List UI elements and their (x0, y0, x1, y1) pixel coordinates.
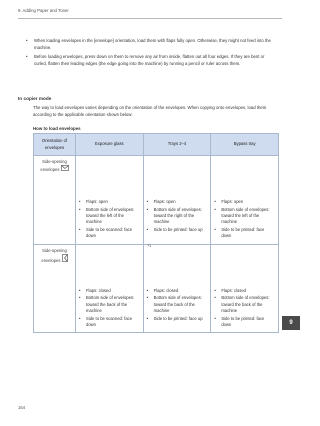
envelope-icon (61, 165, 69, 171)
list-item: • Bottom side of envelopes: toward the back of the machine (79, 295, 135, 313)
table-row (34, 156, 279, 245)
table-title: How to load envelopes (33, 126, 81, 131)
orientation-label: Side-opening envelopes (40, 159, 67, 173)
orientation-label: Side-opening envelopes (41, 247, 67, 263)
col-header-orientation: Orientation of envelopes (34, 134, 76, 156)
list-item: • Bottom side of envelopes: toward the back of the machine (146, 295, 202, 313)
intro-bullet (26, 53, 276, 67)
header-rule (18, 18, 282, 19)
table-row (34, 244, 279, 333)
envelope-table (33, 133, 279, 333)
list-item: • Flaps: open (214, 199, 244, 204)
list-item: • Bottom side of envelopes: toward the right of the machine (146, 206, 202, 225)
col-header-bypass-tray: Bypass tray (211, 134, 279, 156)
page-number: 164 (18, 405, 26, 410)
trays-cell (143, 156, 211, 245)
list-item: • Bottom side of envelopes: toward the left of the machine (214, 206, 270, 225)
col-header-exposure-glass: Exposure glass (76, 134, 144, 156)
bypass-tray-cell (211, 156, 279, 245)
table-header-row (34, 134, 279, 156)
bullet-text: When loading envelopes in the [envelope] orientation, load them with flaps fully open. Otherwise, they might not feed into the machine. (34, 38, 271, 50)
illustration-placeholder (214, 159, 275, 199)
col-header-trays: Trays 2–4 (143, 134, 211, 156)
intro-bullet (26, 37, 276, 51)
orientation-cell (34, 244, 76, 333)
trays-cell (143, 244, 211, 333)
list-item: • Flaps: open (146, 199, 176, 204)
list-item: • Bottom side of envelopes: toward the left of the machine (79, 206, 135, 225)
section-title: In copier mode (18, 96, 52, 101)
list-item: • Flaps: closed (214, 287, 246, 293)
section-text: The way to load envelopes varies depending on the orientation of the envelopes. When copying onto envelopes, load them according to the applicable orientation shown below: (33, 105, 267, 117)
illustration-placeholder (79, 248, 140, 288)
list-item: • Side to be printed: face up (146, 315, 203, 321)
bullet-dot: • (26, 54, 28, 59)
list-item: • Flaps: closed (146, 287, 179, 293)
list-item: • Side to be printed: face down (214, 315, 265, 327)
intro-bullets (26, 37, 276, 69)
orientation-cell (34, 156, 76, 245)
page-header: 9. Adding Paper and Toner (18, 8, 69, 13)
list-item: • Bottom side of envelopes: toward the back of the machine (214, 295, 270, 313)
list-item: • Side to be scanned: face down (79, 315, 133, 327)
exposure-glass-cell (76, 244, 144, 333)
illustration-placeholder (147, 248, 208, 288)
footnote-mark: *1 (147, 243, 152, 248)
illustration-placeholder (79, 159, 140, 199)
bullet-dot: • (26, 38, 28, 43)
list-item: • Flaps: closed (79, 287, 111, 293)
illustration-placeholder (214, 248, 275, 288)
exposure-glass-cell (76, 156, 144, 245)
chapter-tab: 9 (282, 316, 300, 330)
bypass-tray-cell (211, 244, 279, 333)
illustration-placeholder (147, 159, 208, 199)
list-item: • Side to be printed: face up (146, 226, 203, 232)
list-item: • Flaps: open (79, 199, 108, 204)
list-item: • Side to be printed: face down (214, 226, 265, 239)
bullet-text: Before loading envelopes, press down on them to remove any air from inside, flatten out all four edges. If they are bent or curled, flatten their leading edges (the edge going into the machine) by running a pencil or ruler across them. (34, 54, 265, 66)
list-item: • Side to be scanned: face down (79, 226, 133, 239)
envelope-icon (62, 254, 68, 262)
